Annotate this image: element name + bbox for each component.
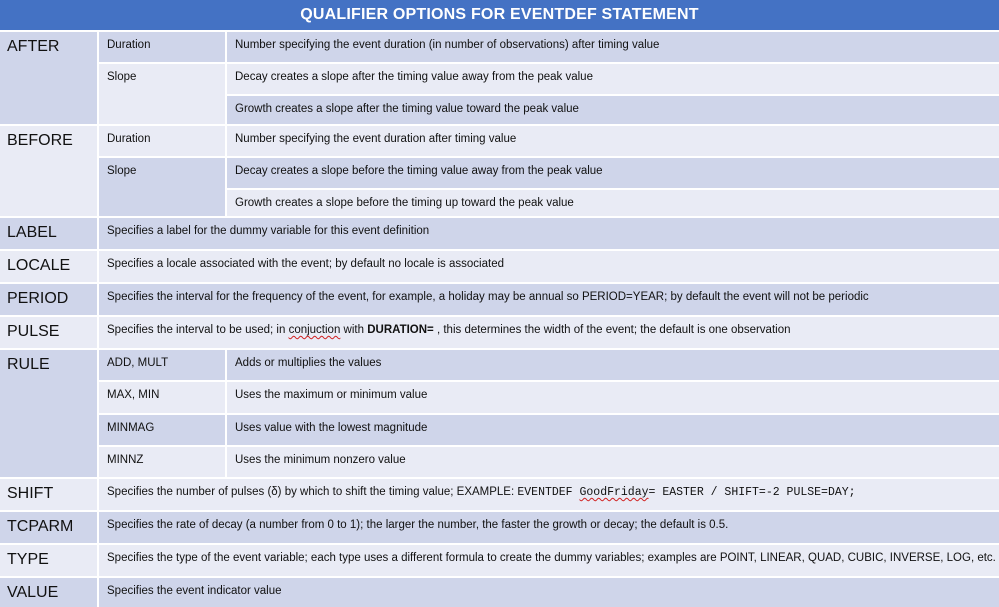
rule-item-label: MAX, MIN [99,382,225,413]
pulse-desc-part3: , this determines the width of the event; the default is one observation [433,324,791,336]
after-slope-decay: Decay creates a slope after the timing value away from the peak value [227,64,999,94]
rule-item-desc: Adds or multiplies the values [227,350,999,380]
pulse-desc [99,317,999,348]
pulse-desc-bold: DURATION= [367,324,434,336]
before-slope-label: Slope [99,158,225,216]
after-duration-label: Duration [99,32,225,62]
keyword-type: TYPE [0,545,97,576]
shift-desc [99,479,999,510]
rule-item-desc: Uses the maximum or minimum value [227,382,999,413]
before-duration-desc: Number specifying the event duration after timing value [227,126,999,156]
shift-code-part2: = EASTER / SHIFT=-2 PULSE=DAY; [648,486,856,499]
rule-item-desc: Uses value with the lowest magnitude [227,415,999,445]
pulse-desc-part1: Specifies the interval to be used; in [107,324,289,336]
label-desc: Specifies a label for the dummy variable for this event definition [99,218,999,249]
pulse-desc-misspelled: conjuction [288,324,341,336]
before-duration-label: Duration [99,126,225,156]
keyword-before: BEFORE [0,126,97,216]
after-duration-desc: Number specifying the event duration (in number of observations) after timing value [227,32,999,62]
locale-desc: Specifies a locale associated with the event; by default no locale is associated [99,251,999,282]
after-slope-label: Slope [99,64,225,124]
keyword-locale: LOCALE [0,251,97,282]
after-slope-growth: Growth creates a slope after the timing value toward the peak value [227,96,999,124]
keyword-label: LABEL [0,218,97,249]
value-desc: Specifies the event indicator value [99,578,999,607]
before-slope-growth: Growth creates a slope before the timing up toward the peak value [227,190,999,216]
rule-item-label: ADD, MULT [99,350,225,380]
shift-desc-text: Specifies the number of pulses (δ) by which to shift the timing value; EXAMPLE: [107,486,518,498]
shift-code-squiggle: GoodFriday [579,486,649,499]
rule-item-label: MINNZ [99,447,225,477]
keyword-tcparm: TCPARM [0,512,97,543]
type-desc: Specifies the type of the event variable; each type uses a different formula to create the dummy variables; examples are POINT, LINEAR, QUAD, CUBIC, INVERSE, LOG, etc. [99,545,999,576]
keyword-rule: RULE [0,350,97,477]
period-desc: Specifies the interval for the frequency of the event, for example, a holiday may be annual so PERIOD=YEAR; by default the event will not be periodic [99,284,999,315]
keyword-pulse: PULSE [0,317,97,348]
shift-code-part1: EVENTDEF [517,486,580,499]
pulse-desc-part2: with [340,324,368,336]
keyword-after: AFTER [0,32,97,124]
tcparm-desc: Specifies the rate of decay (a number from 0 to 1); the larger the number, the faster the growth or decay; the default is 0.5. [99,512,999,543]
keyword-value: VALUE [0,578,97,607]
before-slope-decay: Decay creates a slope before the timing value away from the peak value [227,158,999,188]
rule-item-label: MINMAG [99,415,225,445]
table-title: QUALIFIER OPTIONS FOR EVENTDEF STATEMENT [0,0,999,30]
keyword-period: PERIOD [0,284,97,315]
rule-item-desc: Uses the minimum nonzero value [227,447,999,477]
keyword-shift: SHIFT [0,479,97,510]
